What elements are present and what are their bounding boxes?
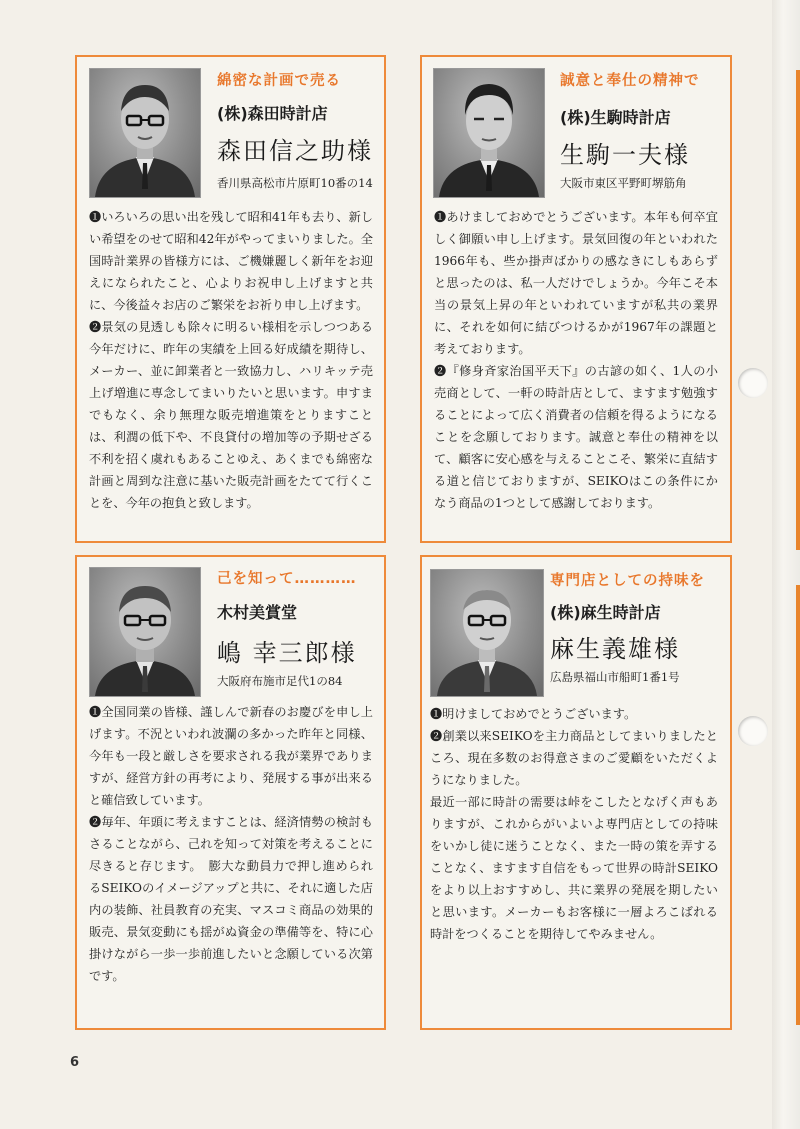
binder-hole: [738, 716, 768, 746]
company-name: (株)森田時計店: [217, 104, 328, 123]
paragraph: ❷『修身斉家治国平天下』の古諺の如く、1人の小売商として、一軒の時計店として、ますます勉強することによって広く消費者の信頼を得るようになることを念願しております。誠意と奉仕の精神を以て、顧客に安心感を与えることこそ、繁栄に直結する道と信じておりますが、SEIKOはこの条件にかなう商品の1つとして感謝しております。: [434, 364, 718, 510]
company-name: (株)麻生時計店: [550, 603, 661, 622]
message-body: [89, 206, 373, 514]
page-number: 6: [70, 1055, 80, 1070]
portrait-photo: [89, 567, 201, 697]
card-morita: [75, 55, 386, 543]
paragraph: ❶全国同業の皆様、謹しんで新春のお慶びを申し上げます。不況といわれ波瀾の多かった昨年と同様、今年も一段と厳しさを要求される我が業界でありますが、経営方針の再考により、発展する事が出来ると確信致しています。: [89, 705, 373, 807]
paragraph: ❷景気の見透しも除々に明るい様相を示しつつある今年だけに、昨年の実績を上回る好成績を期待し、メーカー、並に卸業者と一致協力し、ハリキッテ売上げ増進に専念してまいりたいと思います。申すまでもなく、余り無理な販売増進策をとりますことは、利潤の低下や、不良貸付の増加等の予期せざる不利を招く虞れもあることゆえ、あくまでも綿密な計画と周到な注意に基いた販売計画をたてて行くことを、今年の抱負と致します。: [89, 320, 373, 510]
person-name: 嶋 幸三郎様: [217, 639, 357, 667]
card-headline: 綿密な計画で売る: [217, 73, 341, 89]
card-aso: [420, 555, 732, 1030]
paragraph: ❶あけましておめでとうございます。本年も何卒宜しく御願い申し上げます。景気回復の年といわれた1966年も、些か掛声ばかりの感なきにしもあらずと思ったのは、私一人だけでしょうか。今年こそ本当の景気上昇の年といわれていますが私共の業界に、それを如何に結びつけるかが1967年の課題と考えております。: [434, 210, 718, 356]
company-name: 木村美賞堂: [217, 603, 298, 622]
company-name: (株)生駒時計店: [560, 108, 671, 127]
message-body: [89, 701, 373, 987]
paragraph: 最近一部に時計の需要は峠をこしたとなげく声もありますが、これからがいよいよ専門店としての持味をいかし徒に迷うことなく、また一時の策を弄することなく、ますます自信をもって世界の時計SEIKOをより以上おすすめし、共に業界の発展を期したいと思います。メーカーもお客様に一層よろこばれる時計をつくることを期待してやみません。: [430, 795, 718, 941]
portrait-photo: [430, 569, 544, 697]
binder-hole: [738, 368, 768, 398]
portrait-figure-icon: [90, 69, 200, 197]
portrait-figure-icon: [431, 570, 543, 696]
message-body: [434, 206, 718, 514]
address: 広島県福山市船町1番1号: [550, 670, 680, 684]
card-headline: 己を知って…………: [217, 571, 357, 587]
paragraph: ❷毎年、年頭に考えますことは、経済情勢の検討もさることながら、己れを知って対策を考えることに尽きると存じます。 膨大な動員力で押し進められるSEIKOのイメージアップと共に、それに適した店内の装飾、社員教育の充実、マスコミ商品の効果的販売、景気変動にも揺がぬ資金の準備等を、特に心掛けながら一歩一歩前進したいと念願している次第です。: [89, 815, 373, 983]
address: 大阪府布施市足代1の84: [217, 674, 343, 688]
edge-color-strip: [796, 70, 800, 550]
portrait-figure-icon: [434, 69, 544, 197]
card-kimura: [75, 555, 386, 1030]
card-ikoma: [420, 55, 732, 543]
person-name: 森田信之助様: [217, 137, 373, 165]
adjacent-page-edge: [772, 0, 800, 1129]
paragraph: ❷創業以来SEIKOを主力商品としてまいりましたところ、現在多数のお得意さまのご愛顧をいただくようになりました。: [430, 729, 718, 787]
message-body: [430, 703, 718, 945]
person-name: 生駒一夫様: [560, 141, 690, 169]
address: 大阪市東区平野町堺筋角: [560, 176, 687, 190]
edge-color-strip: [796, 585, 800, 1025]
card-headline: 専門店としての持味を: [550, 573, 705, 589]
paragraph: ❶いろいろの思い出を残して昭和41年も去り、新しい希望をのせて昭和42年がやってまいりました。全国時計業界の皆様方には、ご機嫌麗しく新年をお迎えになられたこと、心よりお祝申し上げますと共に、今後益々お店のご繁栄をお祈り申し上げます。: [89, 210, 373, 312]
paragraph: ❶明けましておめでとうございます。: [430, 707, 637, 721]
portrait-photo: [433, 68, 545, 198]
address: 香川県高松市片原町10番の14: [217, 176, 373, 190]
portrait-figure-icon: [90, 568, 200, 696]
person-name: 麻生義雄様: [550, 635, 680, 663]
card-headline: 誠意と奉仕の精神で: [560, 73, 700, 89]
portrait-photo: [89, 68, 201, 198]
